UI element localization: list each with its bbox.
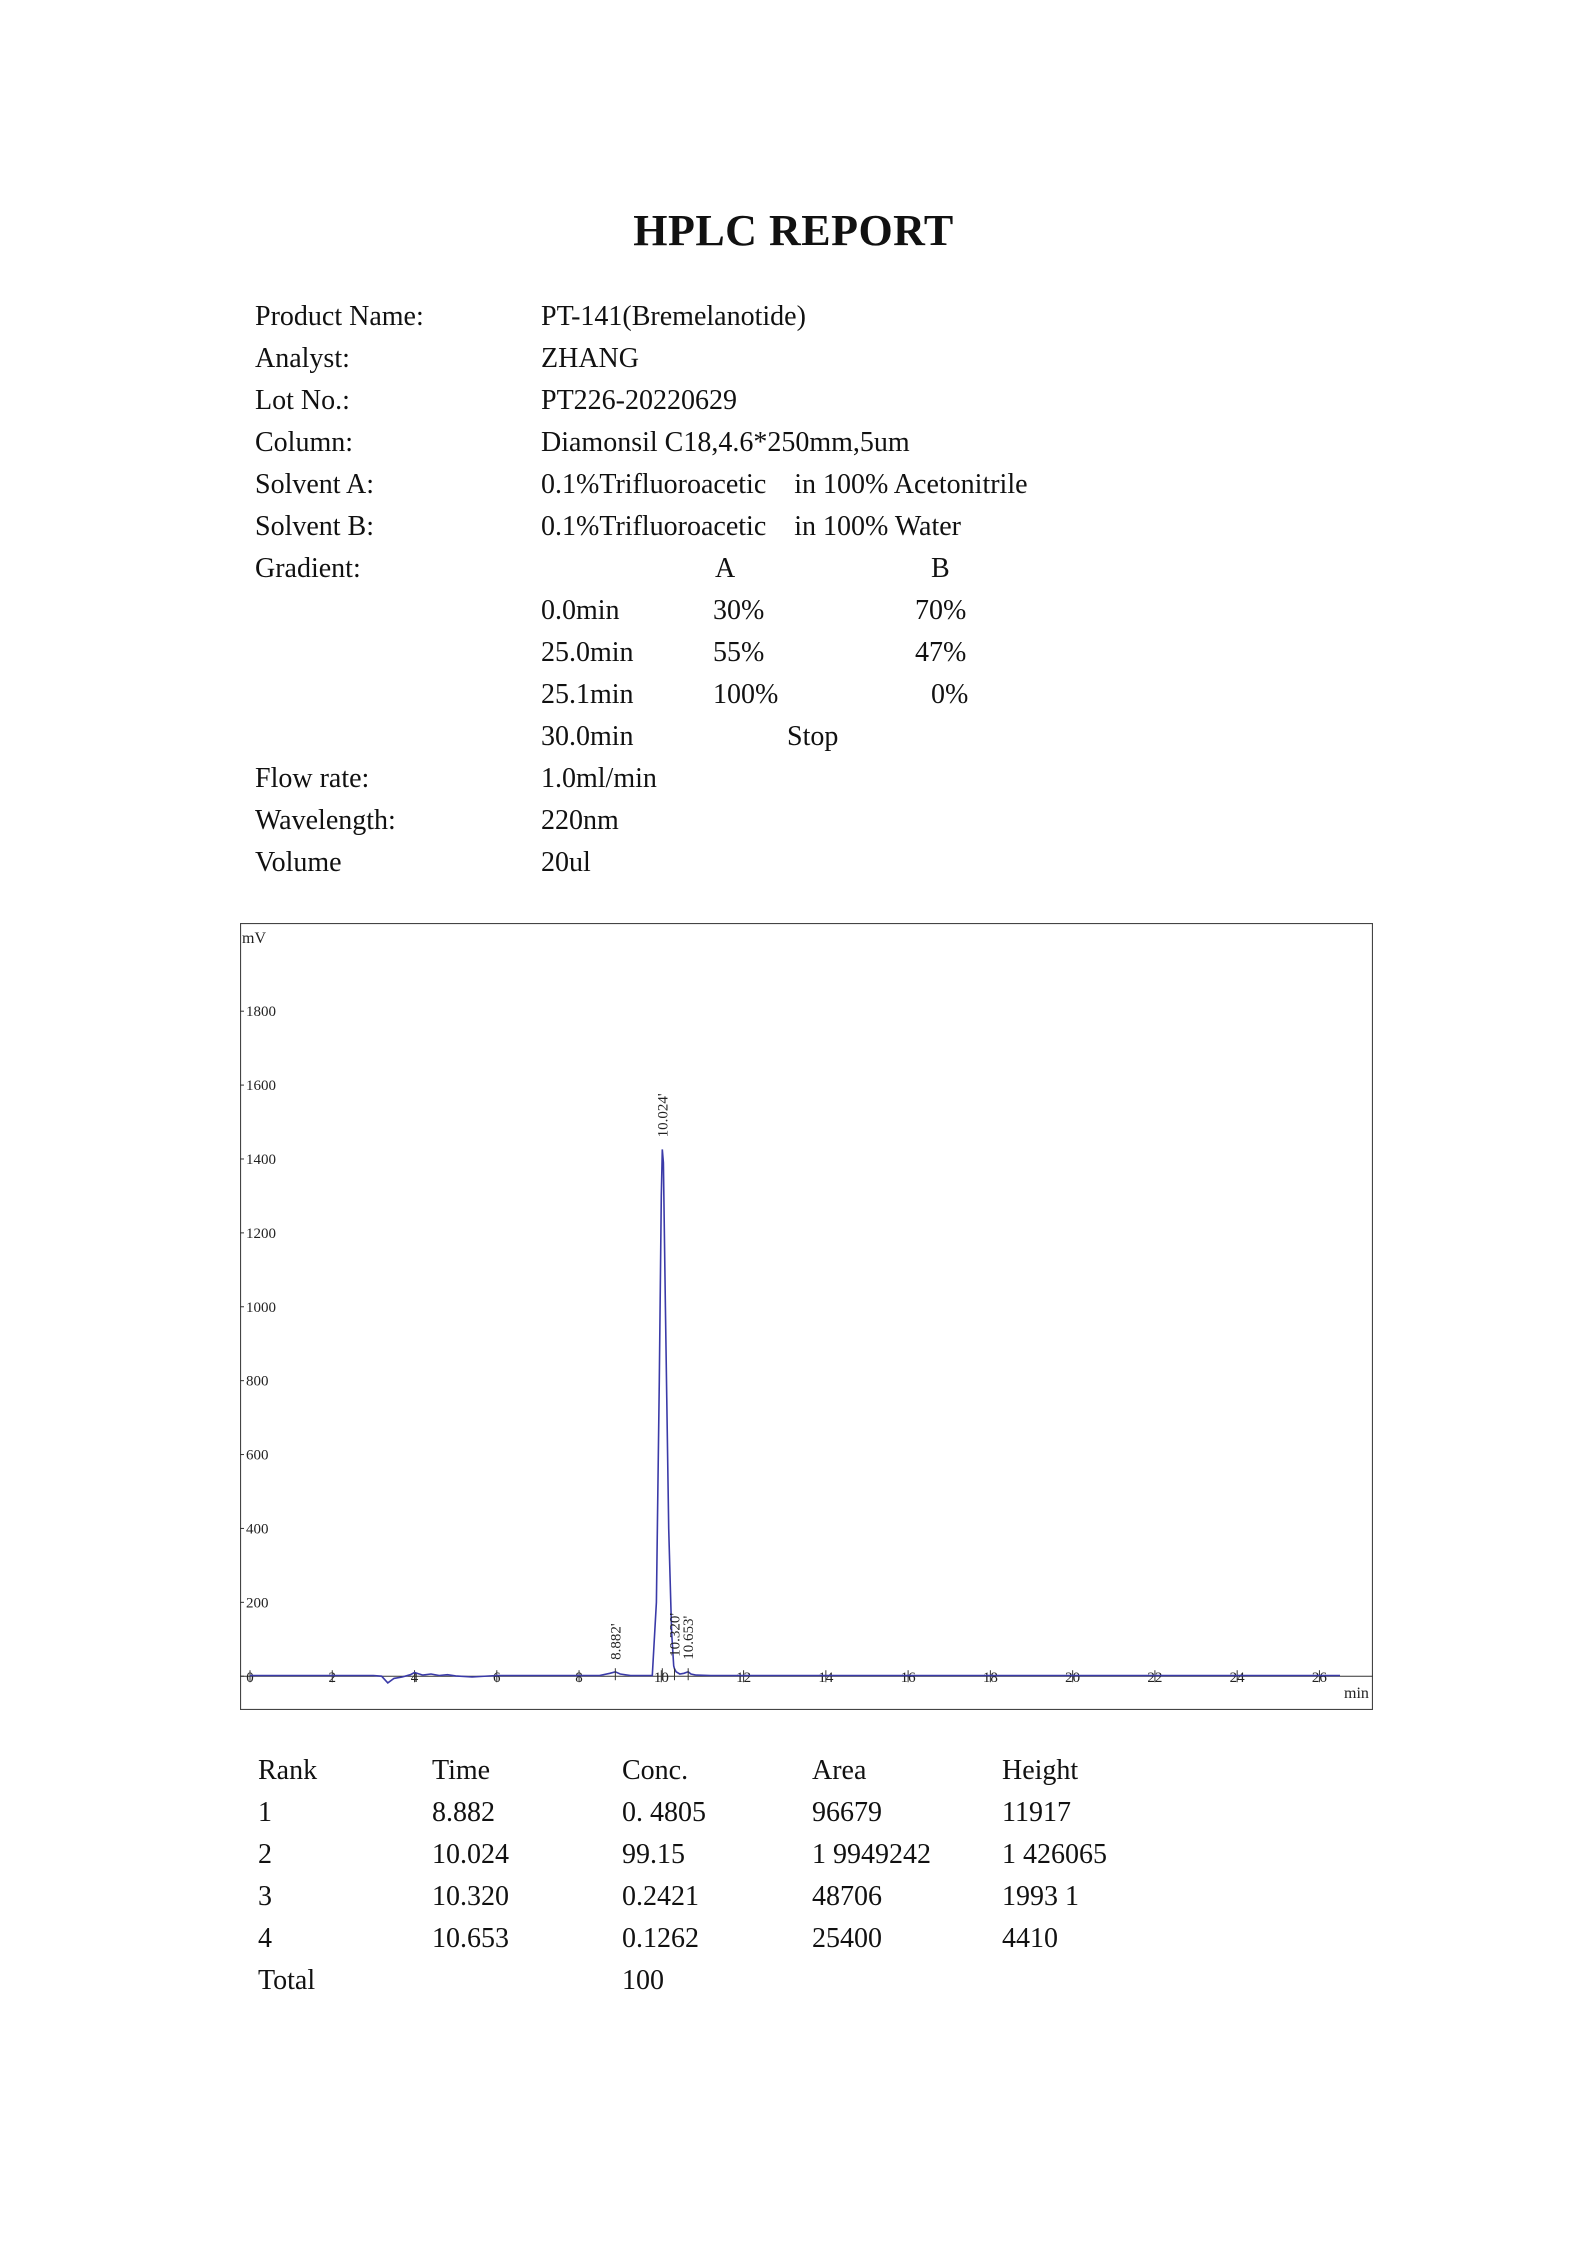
info-value: 20ul [541, 847, 591, 878]
x-tick-label: 14 [818, 1670, 834, 1687]
table-cell: 1 9949242 [812, 1839, 931, 1870]
x-tick-label: 12 [736, 1670, 752, 1687]
info-label: Product Name: [255, 301, 424, 332]
x-tick-label: 0 [246, 1670, 254, 1687]
y-tick-label: 600 [246, 1447, 269, 1464]
gradient-a: 55% [713, 637, 765, 668]
column-header: Area [812, 1755, 867, 1786]
x-tick-label: 26 [1311, 1670, 1327, 1687]
info-label: Solvent B: [255, 511, 375, 542]
gradient-a: 100% [713, 679, 779, 710]
info-value: PT226-20220629 [541, 385, 737, 416]
table-row [258, 1918, 1158, 1960]
info-value: 1.0ml/min [541, 763, 657, 794]
peak-label: 10.653' [681, 1615, 698, 1660]
table-cell: 25400 [812, 1923, 882, 1954]
x-tick-label: 8 [575, 1670, 583, 1687]
gradient-a: 30% [713, 595, 765, 626]
x-tick-label: 10 [653, 1670, 669, 1687]
peak-label: 10.320' [667, 1612, 684, 1657]
gradient-time: 0.0min [541, 595, 620, 626]
table-row [258, 1876, 1158, 1918]
table-cell: 8.882 [432, 1797, 495, 1828]
gradient-time: 30.0min [541, 721, 634, 752]
x-tick-label: 6 [493, 1670, 501, 1687]
table-cell: 99.15 [622, 1839, 685, 1870]
y-tick-label: 1800 [246, 1004, 276, 1021]
info-label: Solvent A: [255, 469, 375, 500]
table-cell: 0.1262 [622, 1923, 699, 1954]
chromatogram-svg [240, 923, 1373, 1710]
info-label: Flow rate: [255, 763, 370, 794]
y-tick-label: 1600 [246, 1078, 276, 1095]
info-label: Wavelength: [255, 805, 396, 836]
peak-label: 8.882' [608, 1623, 625, 1660]
table-cell: 4410 [1002, 1923, 1058, 1954]
y-tick-label: 400 [246, 1521, 269, 1538]
x-tick-label: 20 [1065, 1670, 1081, 1687]
table-cell: 4 [258, 1923, 272, 1954]
report-title: HPLC REPORT [633, 206, 954, 255]
gradient-b: 70% [915, 595, 967, 626]
info-value: 0.1%Trifluoroacetic in 100% Water [541, 511, 961, 542]
table-header [258, 1750, 1158, 1792]
info-label: Volume [255, 847, 342, 878]
x-tick-label: 24 [1229, 1670, 1245, 1687]
y-tick-label: 1000 [246, 1299, 276, 1316]
table-cell: 10.653 [432, 1923, 509, 1954]
table-cell: 0.2421 [622, 1881, 699, 1912]
table-cell: 11917 [1002, 1797, 1071, 1828]
gradient-b: 47% [915, 637, 967, 668]
y-tick-label: 200 [246, 1595, 269, 1612]
x-tick-label: 22 [1147, 1670, 1163, 1687]
gradient-stop: Stop [787, 721, 839, 752]
gradient-time: 25.0min [541, 637, 634, 668]
x-tick-label: 2 [328, 1670, 337, 1687]
table-cell: 1 426065 [1002, 1839, 1107, 1870]
table-cell: 48706 [812, 1881, 882, 1912]
gradient-col-a: A [715, 553, 736, 584]
info-value: Diamonsil C18,4.6*250mm,5um [541, 427, 910, 458]
info-value: ZHANG [541, 343, 639, 374]
x-tick-label: 4 [410, 1670, 419, 1687]
x-tick-label: 16 [900, 1670, 916, 1687]
info-label: Lot No.: [255, 385, 350, 416]
table-cell: 1993 1 [1002, 1881, 1079, 1912]
peak-label: 10.024' [655, 1093, 672, 1138]
gradient-label: Gradient: [255, 553, 361, 584]
info-value: 220nm [541, 805, 619, 836]
y-tick-label: 1400 [246, 1151, 276, 1168]
table-row [258, 1834, 1158, 1876]
x-axis-label: min [1344, 1685, 1369, 1702]
column-header: Conc. [622, 1755, 689, 1786]
table-cell: 1 [258, 1797, 272, 1828]
table-cell: 3 [258, 1881, 272, 1912]
table-cell: 10.024 [432, 1839, 509, 1870]
table-cell: 96679 [812, 1797, 882, 1828]
info-label: Analyst: [255, 343, 350, 374]
y-tick-label: 800 [246, 1373, 269, 1390]
x-tick-label: 18 [982, 1670, 998, 1687]
chromatogram [240, 923, 1373, 1710]
info-value: 0.1%Trifluoroacetic in 100% Acetonitrile [541, 469, 1028, 500]
column-header: Time [432, 1755, 491, 1786]
table-total-row [258, 1960, 1158, 2002]
column-header: Height [1002, 1755, 1079, 1786]
info-value: PT-141(Bremelanotide) [541, 301, 806, 332]
chart-frame [241, 924, 1373, 1710]
table-cell: 0. 4805 [622, 1797, 706, 1828]
total-value: 100 [622, 1965, 664, 1996]
info-label: Column: [255, 427, 354, 458]
table-cell: 10.320 [432, 1881, 509, 1912]
table-row [258, 1792, 1158, 1834]
gradient-col-b: B [931, 553, 950, 584]
table-cell: 2 [258, 1839, 272, 1870]
y-tick-label: 1200 [246, 1225, 276, 1242]
column-header: Rank [258, 1755, 318, 1786]
gradient-b: 0% [931, 679, 969, 710]
gradient-time: 25.1min [541, 679, 634, 710]
total-label: Total [258, 1965, 316, 1996]
y-axis-label: mV [242, 930, 266, 947]
